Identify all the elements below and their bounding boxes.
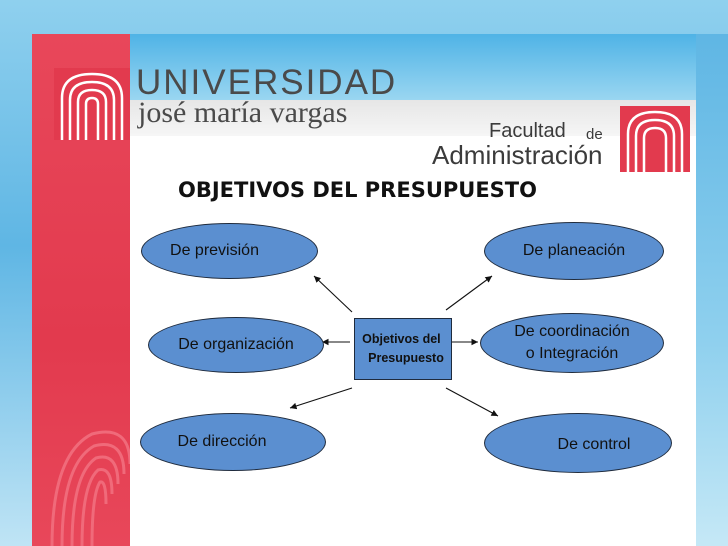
arrow-to-direccion [290, 388, 352, 408]
arrow-to-control [446, 388, 498, 416]
university-subname: josé maría vargas [138, 96, 348, 129]
node-planeacion-label: De planeación [522, 242, 626, 259]
right-edge-background [696, 34, 728, 546]
university-name: UNIVERSIDAD [136, 63, 398, 102]
center-node-line1: Objetivos del [362, 332, 441, 346]
arrow-to-prevision [314, 276, 352, 312]
node-organizacion [148, 317, 324, 373]
node-direccion-label: De dirección [177, 433, 267, 450]
node-control-label: De control [557, 436, 631, 453]
arrow-to-planeacion [446, 276, 492, 310]
center-node-line2: Presupuesto [368, 351, 444, 365]
node-direccion [140, 413, 326, 471]
node-planeacion [484, 222, 664, 280]
faculty-de-label: de [586, 126, 603, 143]
center-node-text [362, 330, 444, 368]
faculty-label: Facultad [489, 120, 566, 142]
node-prevision [141, 223, 318, 279]
slide-title: OBJETIVOS DEL PRESUPUESTO [178, 178, 537, 202]
node-organizacion-label: De organización [178, 336, 294, 353]
node-prevision-label: De previsión [170, 242, 259, 259]
node-control [484, 413, 672, 473]
node-coordinacion [480, 313, 664, 373]
center-node [354, 318, 452, 380]
faculty-name: Administración [432, 140, 603, 170]
node-coordinacion-label-1: De coordinación [514, 323, 630, 340]
node-coordinacion-label-2: o Integración [525, 345, 619, 362]
